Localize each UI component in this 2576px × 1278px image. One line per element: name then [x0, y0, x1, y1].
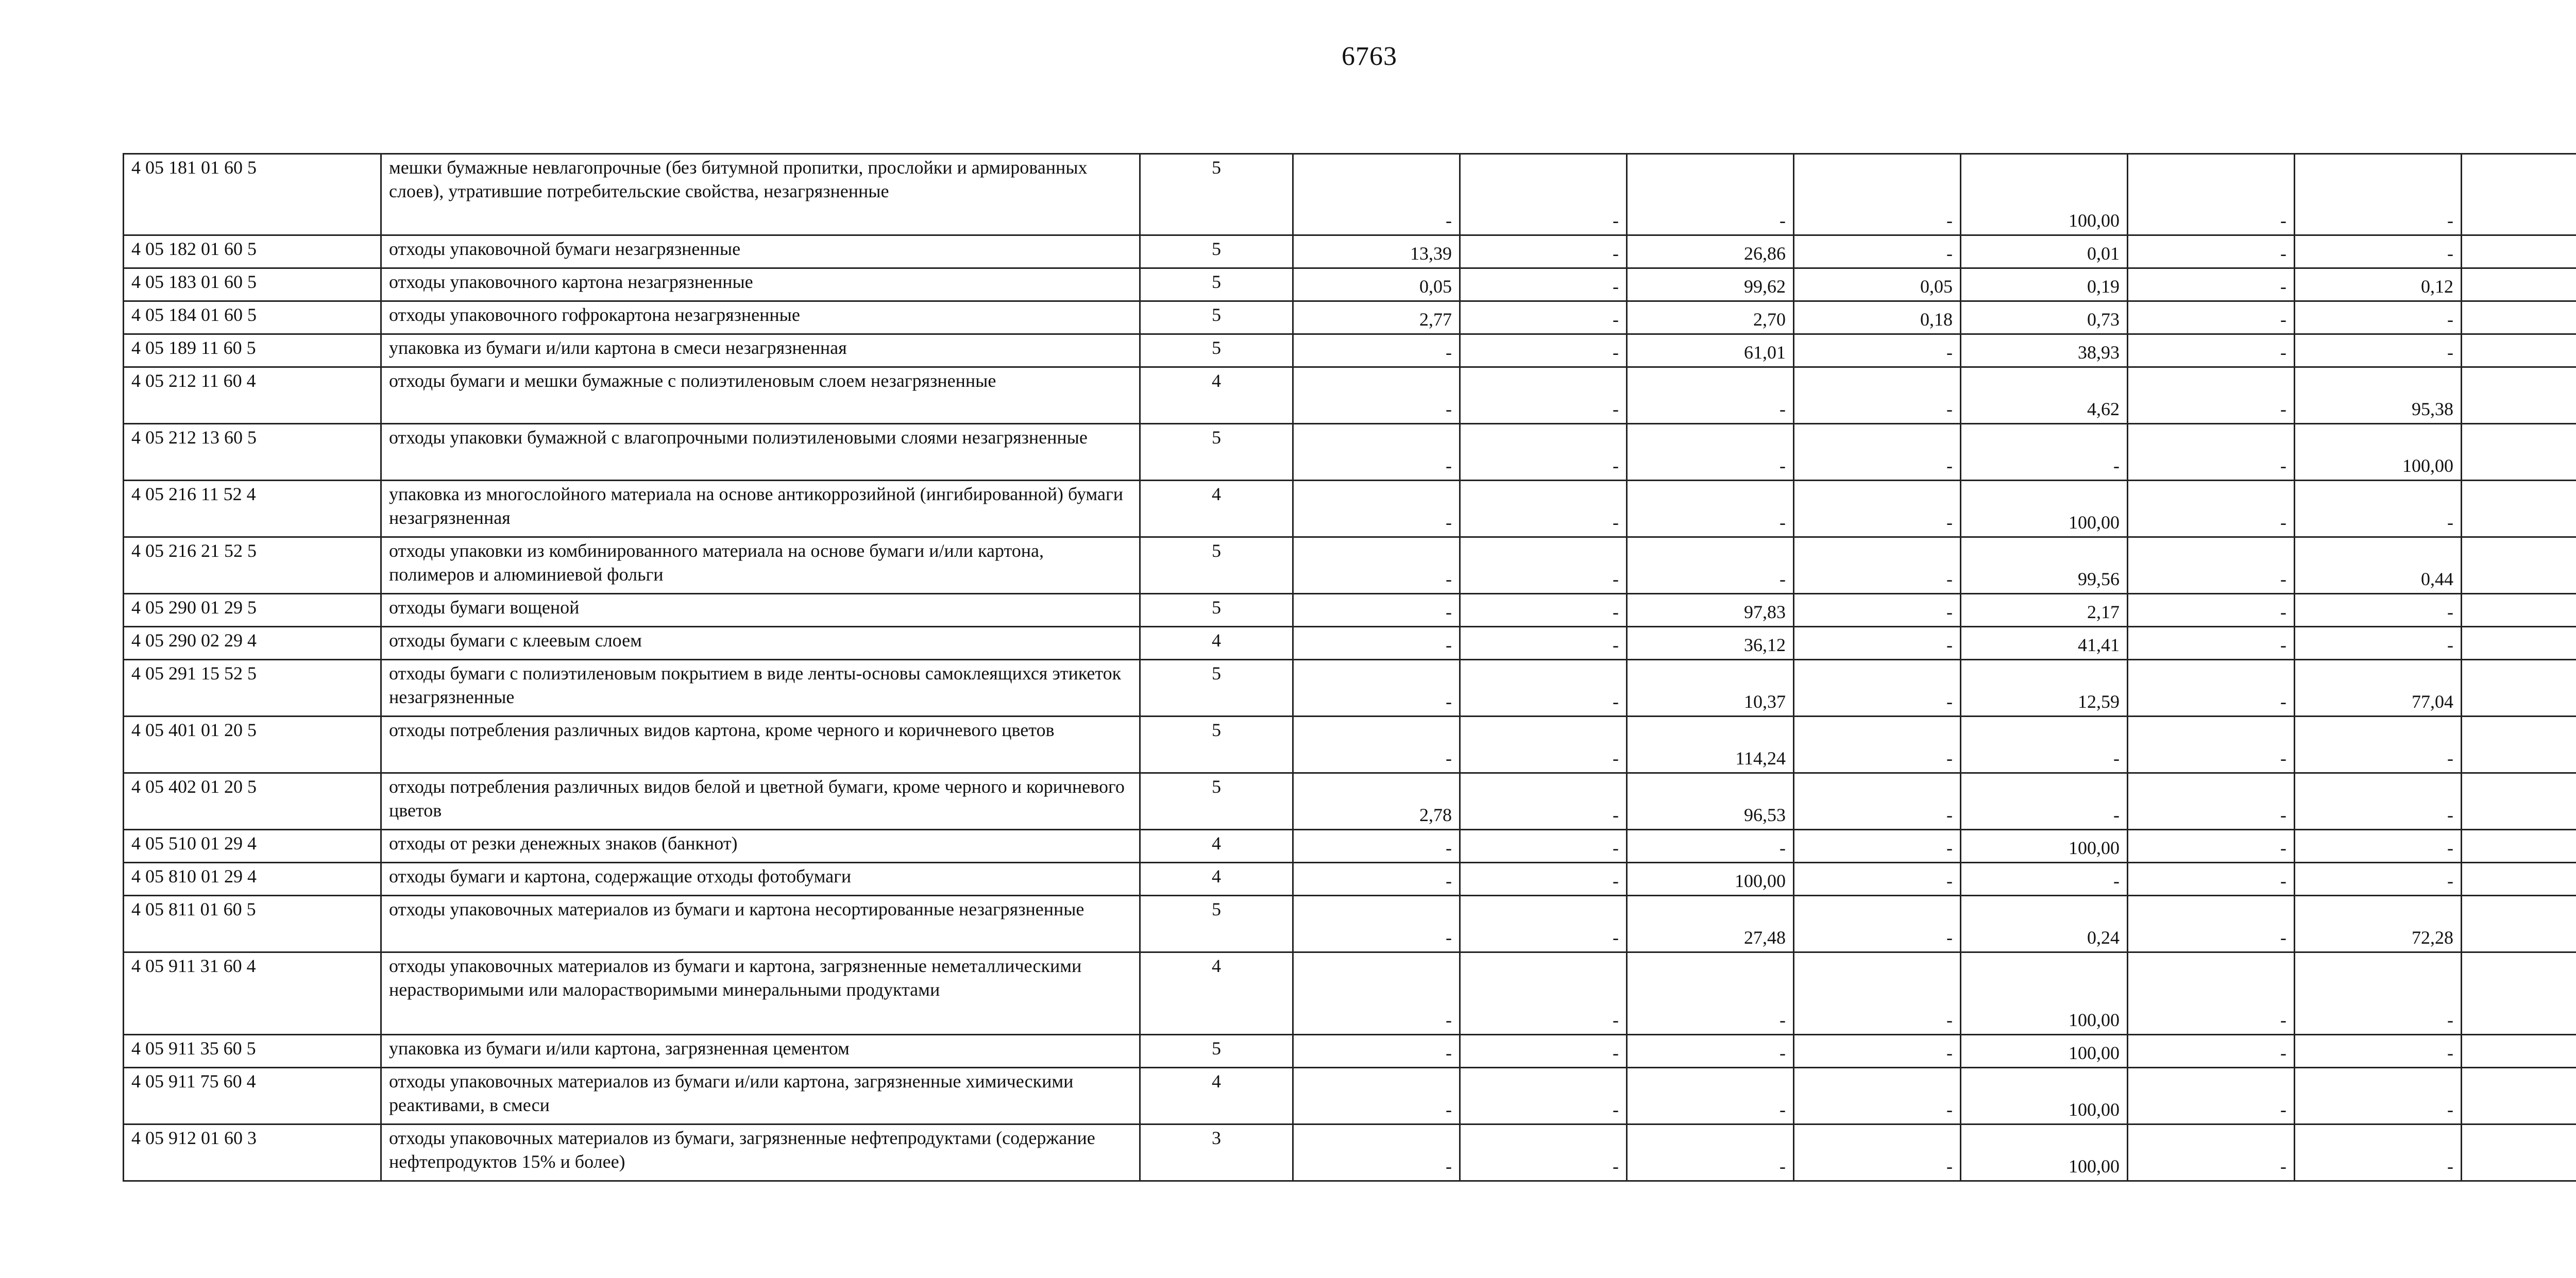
value-cell-6: - — [2128, 627, 2295, 660]
waste-name-cell: отходы от резки денежных знаков (банкнот) — [381, 830, 1140, 863]
value-cell-6: - — [2128, 334, 2295, 367]
value-cell-3: - — [1627, 154, 1794, 235]
value-cell-6: - — [2128, 1068, 2295, 1124]
value-cell-5: 99,56 — [1961, 537, 2128, 594]
value-cell-5: 0,73 — [1961, 301, 2128, 334]
value-cell-8 — [2462, 627, 2576, 660]
table-body — [124, 154, 2576, 1181]
value-cell-8 — [2462, 334, 2576, 367]
value-cell-7: - — [2295, 1124, 2462, 1181]
table-row — [124, 830, 2576, 863]
value-cell-1: 0,05 — [1293, 268, 1460, 301]
value-cell-2: - — [1460, 896, 1627, 952]
value-cell-1: - — [1293, 863, 1460, 896]
value-cell-4: - — [1794, 830, 1961, 863]
value-cell-5: - — [1961, 717, 2128, 773]
hazard-class-cell: 5 — [1140, 537, 1293, 594]
hazard-class-cell: 5 — [1140, 235, 1293, 268]
value-cell-6: - — [2128, 830, 2295, 863]
value-cell-4: - — [1794, 594, 1961, 627]
waste-name-cell: упаковка из бумаги и/или картона, загрязненная цементом — [381, 1035, 1140, 1068]
table-row — [124, 268, 2576, 301]
hazard-class-cell: 5 — [1140, 896, 1293, 952]
value-cell-8 — [2462, 235, 2576, 268]
value-cell-8 — [2462, 896, 2576, 952]
value-cell-4: - — [1794, 952, 1961, 1035]
value-cell-4: - — [1794, 235, 1961, 268]
value-cell-8 — [2462, 952, 2576, 1035]
value-cell-7: 72,28 — [2295, 896, 2462, 952]
hazard-class-cell: 5 — [1140, 154, 1293, 235]
value-cell-2: - — [1460, 594, 1627, 627]
value-cell-6: - — [2128, 952, 2295, 1035]
value-cell-6: - — [2128, 594, 2295, 627]
waste-code-cell: 4 05 911 35 60 5 — [124, 1035, 381, 1068]
waste-name-cell: отходы бумаги с клеевым слоем — [381, 627, 1140, 660]
value-cell-1: - — [1293, 830, 1460, 863]
value-cell-2: - — [1460, 627, 1627, 660]
value-cell-1: - — [1293, 896, 1460, 952]
value-cell-7: 95,38 — [2295, 367, 2462, 424]
value-cell-4: - — [1794, 863, 1961, 896]
waste-name-cell: отходы бумаги с полиэтиленовым покрытием в виде ленты-основы самоклеящихся этикеток незагрязненные — [381, 660, 1140, 717]
waste-code-cell: 4 05 911 75 60 4 — [124, 1068, 381, 1124]
value-cell-7: - — [2295, 594, 2462, 627]
value-cell-5: 100,00 — [1961, 952, 2128, 1035]
value-cell-5: 100,00 — [1961, 1068, 2128, 1124]
hazard-class-cell: 5 — [1140, 660, 1293, 717]
value-cell-4: - — [1794, 627, 1961, 660]
value-cell-3: 61,01 — [1627, 334, 1794, 367]
waste-code-cell: 4 05 290 01 29 5 — [124, 594, 381, 627]
value-cell-2: - — [1460, 537, 1627, 594]
value-cell-8 — [2462, 537, 2576, 594]
hazard-class-cell: 5 — [1140, 268, 1293, 301]
value-cell-3: - — [1627, 481, 1794, 537]
value-cell-8 — [2462, 1124, 2576, 1181]
value-cell-6: - — [2128, 660, 2295, 717]
value-cell-2: - — [1460, 235, 1627, 268]
value-cell-2: - — [1460, 334, 1627, 367]
value-cell-4: - — [1794, 773, 1961, 830]
value-cell-4: 0,05 — [1794, 268, 1961, 301]
hazard-class-cell: 5 — [1140, 773, 1293, 830]
waste-code-cell: 4 05 181 01 60 5 — [124, 154, 381, 235]
hazard-class-cell: 5 — [1140, 717, 1293, 773]
waste-code-cell: 4 05 810 01 29 4 — [124, 863, 381, 896]
table-row — [124, 1124, 2576, 1181]
value-cell-5: 41,41 — [1961, 627, 2128, 660]
value-cell-6: - — [2128, 367, 2295, 424]
waste-name-cell: отходы бумаги и мешки бумажные с полиэтиленовым слоем незагрязненные — [381, 367, 1140, 424]
value-cell-5: 100,00 — [1961, 830, 2128, 863]
waste-name-cell: упаковка из многослойного материала на основе антикоррозийной (ингибированной) бумаги незагрязненная — [381, 481, 1140, 537]
table-row — [124, 537, 2576, 594]
value-cell-3: 100,00 — [1627, 863, 1794, 896]
value-cell-1: - — [1293, 660, 1460, 717]
value-cell-5: - — [1961, 773, 2128, 830]
value-cell-2: - — [1460, 1068, 1627, 1124]
value-cell-1: - — [1293, 1124, 1460, 1181]
value-cell-2: - — [1460, 154, 1627, 235]
table-row — [124, 334, 2576, 367]
value-cell-7: - — [2295, 301, 2462, 334]
value-cell-5: 2,17 — [1961, 594, 2128, 627]
value-cell-2: - — [1460, 1035, 1627, 1068]
value-cell-3: 99,62 — [1627, 268, 1794, 301]
value-cell-2: - — [1460, 952, 1627, 1035]
value-cell-2: - — [1460, 424, 1627, 481]
waste-code-cell: 4 05 184 01 60 5 — [124, 301, 381, 334]
waste-code-cell: 4 05 811 01 60 5 — [124, 896, 381, 952]
waste-name-cell: упаковка из бумаги и/или картона в смеси незагрязненная — [381, 334, 1140, 367]
table-row — [124, 1068, 2576, 1124]
value-cell-3: 96,53 — [1627, 773, 1794, 830]
value-cell-5: 4,62 — [1961, 367, 2128, 424]
value-cell-2: - — [1460, 367, 1627, 424]
waste-name-cell: отходы потребления различных видов белой и цветной бумаги, кроме черного и коричневого цветов — [381, 773, 1140, 830]
waste-name-cell: отходы упаковочного гофрокартона незагрязненные — [381, 301, 1140, 334]
hazard-class-cell: 5 — [1140, 301, 1293, 334]
table-row — [124, 1035, 2576, 1068]
value-cell-3: - — [1627, 367, 1794, 424]
value-cell-8 — [2462, 594, 2576, 627]
value-cell-2: - — [1460, 863, 1627, 896]
value-cell-4: - — [1794, 334, 1961, 367]
value-cell-1: - — [1293, 367, 1460, 424]
value-cell-7: - — [2295, 334, 2462, 367]
waste-name-cell: отходы упаковки бумажной с влагопрочными полиэтиленовыми слоями незагрязненные — [381, 424, 1140, 481]
value-cell-7: 100,00 — [2295, 424, 2462, 481]
waste-name-cell: отходы упаковочной бумаги незагрязненные — [381, 235, 1140, 268]
value-cell-4: - — [1794, 424, 1961, 481]
waste-name-cell: отходы упаковочных материалов из бумаги, загрязненные нефтепродуктами (содержание нефтепродуктов 15% и более) — [381, 1124, 1140, 1181]
table-row — [124, 154, 2576, 235]
value-cell-4: 0,18 — [1794, 301, 1961, 334]
value-cell-7: - — [2295, 154, 2462, 235]
waste-name-cell: отходы потребления различных видов картона, кроме черного и коричневого цветов — [381, 717, 1140, 773]
waste-code-cell: 4 05 212 11 60 4 — [124, 367, 381, 424]
value-cell-5: 12,59 — [1961, 660, 2128, 717]
value-cell-8 — [2462, 830, 2576, 863]
waste-code-cell: 4 05 911 31 60 4 — [124, 952, 381, 1035]
value-cell-5: 38,93 — [1961, 334, 2128, 367]
value-cell-6: - — [2128, 773, 2295, 830]
value-cell-3: 10,37 — [1627, 660, 1794, 717]
value-cell-2: - — [1460, 660, 1627, 717]
waste-code-cell: 4 05 189 11 60 5 — [124, 334, 381, 367]
value-cell-8 — [2462, 268, 2576, 301]
value-cell-3: 26,86 — [1627, 235, 1794, 268]
value-cell-1: - — [1293, 717, 1460, 773]
value-cell-6: - — [2128, 481, 2295, 537]
waste-code-cell: 4 05 401 01 20 5 — [124, 717, 381, 773]
table-row — [124, 773, 2576, 830]
hazard-class-cell: 5 — [1140, 594, 1293, 627]
value-cell-2: - — [1460, 268, 1627, 301]
value-cell-8 — [2462, 481, 2576, 537]
value-cell-5: 0,01 — [1961, 235, 2128, 268]
value-cell-1: - — [1293, 537, 1460, 594]
value-cell-7: - — [2295, 773, 2462, 830]
value-cell-1: - — [1293, 334, 1460, 367]
value-cell-1: 2,78 — [1293, 773, 1460, 830]
value-cell-7: - — [2295, 1068, 2462, 1124]
hazard-class-cell: 5 — [1140, 424, 1293, 481]
hazard-class-cell: 5 — [1140, 1035, 1293, 1068]
waste-code-cell: 4 05 216 11 52 4 — [124, 481, 381, 537]
value-cell-1: - — [1293, 627, 1460, 660]
table-row — [124, 717, 2576, 773]
value-cell-5: 100,00 — [1961, 1035, 2128, 1068]
value-cell-1: 13,39 — [1293, 235, 1460, 268]
value-cell-7: 77,04 — [2295, 660, 2462, 717]
hazard-class-cell: 4 — [1140, 481, 1293, 537]
value-cell-8 — [2462, 367, 2576, 424]
value-cell-7: - — [2295, 627, 2462, 660]
value-cell-5: 0,24 — [1961, 896, 2128, 952]
hazard-class-cell: 4 — [1140, 830, 1293, 863]
value-cell-3: - — [1627, 1124, 1794, 1181]
value-cell-6: - — [2128, 154, 2295, 235]
waste-name-cell: мешки бумажные невлагопрочные (без битумной пропитки, прослойки и армированных слоев), утратившие потребительские свойства, незагрязненные — [381, 154, 1140, 235]
value-cell-3: 36,12 — [1627, 627, 1794, 660]
value-cell-6: - — [2128, 1124, 2295, 1181]
value-cell-8 — [2462, 660, 2576, 717]
value-cell-6: - — [2128, 717, 2295, 773]
waste-code-cell: 4 05 212 13 60 5 — [124, 424, 381, 481]
value-cell-3: - — [1627, 952, 1794, 1035]
value-cell-7: - — [2295, 481, 2462, 537]
value-cell-4: - — [1794, 154, 1961, 235]
table-row — [124, 863, 2576, 896]
value-cell-6: - — [2128, 896, 2295, 952]
value-cell-2: - — [1460, 830, 1627, 863]
value-cell-1: - — [1293, 952, 1460, 1035]
value-cell-1: - — [1293, 1035, 1460, 1068]
value-cell-7: - — [2295, 830, 2462, 863]
value-cell-4: - — [1794, 367, 1961, 424]
waste-code-cell: 4 05 182 01 60 5 — [124, 235, 381, 268]
waste-code-cell: 4 05 402 01 20 5 — [124, 773, 381, 830]
value-cell-3: 114,24 — [1627, 717, 1794, 773]
waste-code-cell: 4 05 291 15 52 5 — [124, 660, 381, 717]
value-cell-8 — [2462, 773, 2576, 830]
value-cell-5: 100,00 — [1961, 481, 2128, 537]
value-cell-3: - — [1627, 424, 1794, 481]
table-row — [124, 594, 2576, 627]
value-cell-8 — [2462, 424, 2576, 481]
value-cell-5: - — [1961, 863, 2128, 896]
value-cell-5: - — [1961, 424, 2128, 481]
waste-code-cell: 4 05 510 01 29 4 — [124, 830, 381, 863]
hazard-class-cell: 3 — [1140, 1124, 1293, 1181]
value-cell-1: - — [1293, 424, 1460, 481]
table-row — [124, 896, 2576, 952]
value-cell-3: 27,48 — [1627, 896, 1794, 952]
value-cell-3: - — [1627, 1068, 1794, 1124]
waste-name-cell: отходы упаковки из комбинированного материала на основе бумаги и/или картона, полимеров и алюминиевой фольги — [381, 537, 1140, 594]
value-cell-8 — [2462, 717, 2576, 773]
value-cell-5: 100,00 — [1961, 1124, 2128, 1181]
value-cell-2: - — [1460, 481, 1627, 537]
hazard-class-cell: 5 — [1140, 334, 1293, 367]
value-cell-7: - — [2295, 952, 2462, 1035]
value-cell-4: - — [1794, 1035, 1961, 1068]
value-cell-1: - — [1293, 1068, 1460, 1124]
table-row — [124, 301, 2576, 334]
waste-code-cell: 4 05 183 01 60 5 — [124, 268, 381, 301]
value-cell-4: - — [1794, 537, 1961, 594]
waste-name-cell: отходы упаковочных материалов из бумаги и картона несортированные незагрязненные — [381, 896, 1140, 952]
waste-code-cell: 4 05 912 01 60 3 — [124, 1124, 381, 1181]
value-cell-7: - — [2295, 863, 2462, 896]
hazard-class-cell: 4 — [1140, 367, 1293, 424]
value-cell-6: - — [2128, 268, 2295, 301]
value-cell-5: 100,00 — [1961, 154, 2128, 235]
waste-code-cell: 4 05 216 21 52 5 — [124, 537, 381, 594]
value-cell-4: - — [1794, 896, 1961, 952]
hazard-class-cell: 4 — [1140, 1068, 1293, 1124]
value-cell-3: 2,70 — [1627, 301, 1794, 334]
value-cell-4: - — [1794, 1124, 1961, 1181]
value-cell-3: - — [1627, 1035, 1794, 1068]
value-cell-3: 97,83 — [1627, 594, 1794, 627]
waste-table — [123, 153, 2576, 1182]
value-cell-1: 2,77 — [1293, 301, 1460, 334]
value-cell-6: - — [2128, 424, 2295, 481]
value-cell-1: - — [1293, 594, 1460, 627]
value-cell-8 — [2462, 1035, 2576, 1068]
value-cell-4: - — [1794, 1068, 1961, 1124]
hazard-class-cell: 4 — [1140, 952, 1293, 1035]
table-row — [124, 424, 2576, 481]
table-row — [124, 952, 2576, 1035]
value-cell-4: - — [1794, 481, 1961, 537]
value-cell-7: 0,12 — [2295, 268, 2462, 301]
table-row — [124, 481, 2576, 537]
value-cell-5: 0,19 — [1961, 268, 2128, 301]
value-cell-2: - — [1460, 1124, 1627, 1181]
page-number: 6763 — [1342, 42, 1397, 71]
value-cell-8 — [2462, 1068, 2576, 1124]
waste-name-cell: отходы упаковочных материалов из бумаги и/или картона, загрязненные химическими реактивами, в смеси — [381, 1068, 1140, 1124]
value-cell-2: - — [1460, 773, 1627, 830]
value-cell-6: - — [2128, 301, 2295, 334]
hazard-class-cell: 4 — [1140, 627, 1293, 660]
hazard-class-cell: 4 — [1140, 863, 1293, 896]
value-cell-7: - — [2295, 717, 2462, 773]
table-row — [124, 627, 2576, 660]
value-cell-1: - — [1293, 481, 1460, 537]
value-cell-6: - — [2128, 537, 2295, 594]
value-cell-6: - — [2128, 235, 2295, 268]
value-cell-8 — [2462, 863, 2576, 896]
value-cell-3: - — [1627, 537, 1794, 594]
waste-name-cell: отходы упаковочных материалов из бумаги и картона, загрязненные неметаллическими нерастворимыми или малорастворимыми минеральными продуктами — [381, 952, 1140, 1035]
table-row — [124, 660, 2576, 717]
table-row — [124, 235, 2576, 268]
value-cell-7: 0,44 — [2295, 537, 2462, 594]
table-row — [124, 367, 2576, 424]
value-cell-8 — [2462, 154, 2576, 235]
value-cell-1: - — [1293, 154, 1460, 235]
waste-name-cell: отходы упаковочного картона незагрязненные — [381, 268, 1140, 301]
value-cell-4: - — [1794, 717, 1961, 773]
waste-name-cell: отходы бумаги вощеной — [381, 594, 1140, 627]
value-cell-7: - — [2295, 1035, 2462, 1068]
value-cell-4: - — [1794, 660, 1961, 717]
value-cell-8 — [2462, 301, 2576, 334]
value-cell-6: - — [2128, 863, 2295, 896]
value-cell-2: - — [1460, 301, 1627, 334]
value-cell-2: - — [1460, 717, 1627, 773]
waste-code-cell: 4 05 290 02 29 4 — [124, 627, 381, 660]
value-cell-6: - — [2128, 1035, 2295, 1068]
waste-name-cell: отходы бумаги и картона, содержащие отходы фотобумаги — [381, 863, 1140, 896]
value-cell-3: - — [1627, 830, 1794, 863]
value-cell-7: - — [2295, 235, 2462, 268]
